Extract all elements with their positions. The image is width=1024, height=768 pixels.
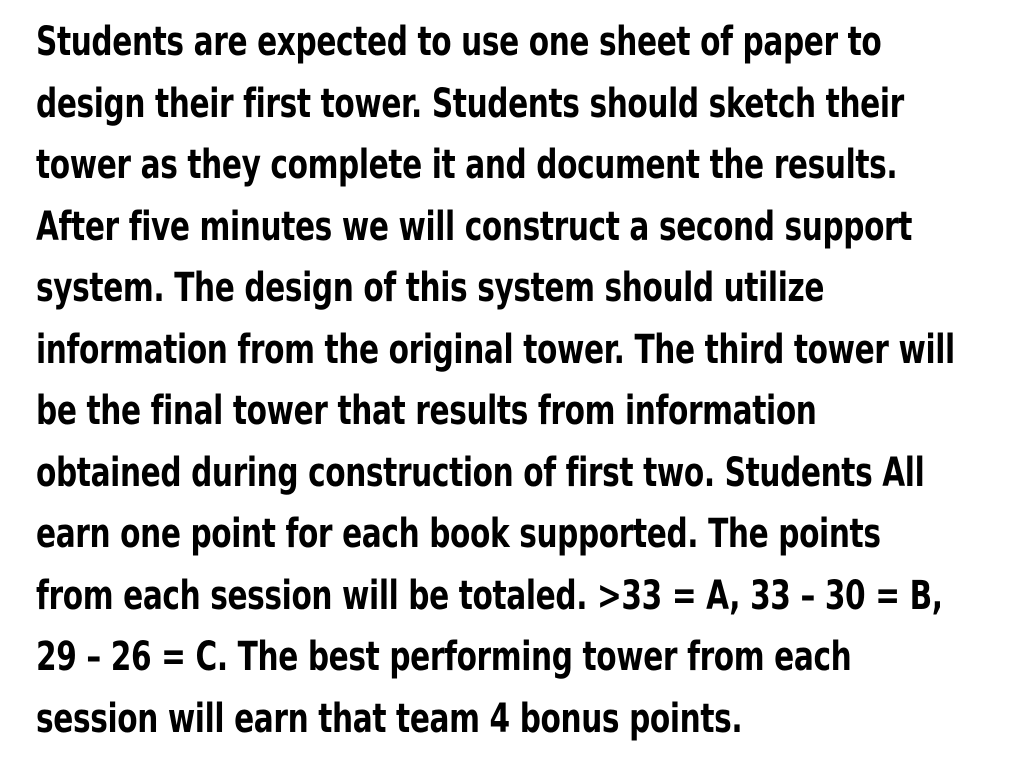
text-line: information from the original tower. The third tower will <box>36 326 955 373</box>
text-line: obtained during construction of first two. Students All <box>36 449 925 496</box>
text-line: tower as they complete it and document the results. <box>36 142 898 188</box>
text-line: Students are expected to use one sheet of paper to <box>36 19 882 65</box>
text-line: session will earn that team 4 bonus points. <box>36 695 743 742</box>
text-line: design their first tower. Students should sketch their <box>36 80 904 127</box>
text-line: 29 – 26 = C. The best performing tower from each <box>36 634 852 680</box>
text-line: from each session will be totaled. >33 = A, 33 – 30 = B, <box>36 572 943 619</box>
text-line: After five minutes we will construct a second support <box>36 203 913 250</box>
text-line: system. The design of this system should utilize <box>36 265 825 311</box>
text-line: be the final tower that results from information <box>36 388 817 434</box>
slide-body-text <box>36 12 1020 750</box>
text-line: earn one point for each book supported. The points <box>36 511 881 557</box>
